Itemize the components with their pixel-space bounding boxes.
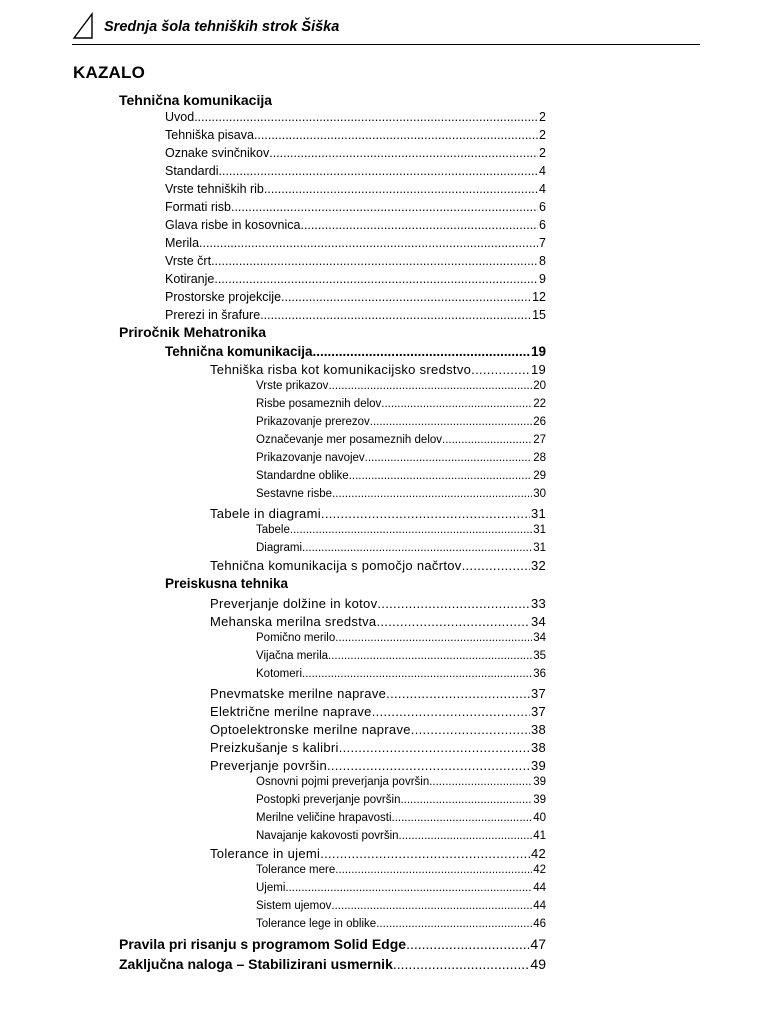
toc-dot-leader — [471, 362, 530, 377]
toc-entry-page: 27 — [533, 434, 546, 446]
toc-entry-title: Sistem ujemov — [256, 900, 332, 912]
toc-entry[interactable] — [256, 900, 546, 918]
toc-entry-title: Tehnična komunikacija — [165, 344, 313, 359]
toc-entry-page: 9 — [539, 272, 546, 286]
toc-dot-leader — [331, 900, 532, 912]
toc-entry-page: 8 — [539, 254, 546, 268]
toc-dot-leader — [231, 200, 538, 214]
toc-entry-title: Standardi — [165, 164, 219, 178]
toc-entry-title: Merilne veličine hrapavosti — [256, 812, 392, 824]
toc-entry[interactable] — [119, 956, 546, 974]
toc-entry-page: 39 — [533, 776, 546, 788]
toc-entry-title: Priročnik Mehatronika — [119, 324, 267, 340]
toc-entry[interactable] — [256, 380, 546, 398]
toc-entry-title: Optoelektronske merilne naprave — [210, 722, 411, 737]
toc-entry-title: Tolerance lege in oblike — [256, 918, 377, 930]
toc-dot-leader — [399, 830, 533, 842]
toc-entry-page: 28 — [533, 452, 546, 464]
toc-entry-page: 40 — [533, 812, 546, 824]
toc-entry[interactable] — [165, 164, 546, 182]
toc-dot-leader — [328, 380, 532, 392]
toc-entry[interactable] — [256, 488, 546, 506]
toc-entry-title: Tehnična komunikacija s pomočjo načrtov — [210, 558, 462, 573]
toc-entry-title: Pnevmatske merilne naprave — [210, 686, 387, 701]
toc-entry-title: Risbe posameznih delov — [256, 398, 382, 410]
toc-entry-page: 41 — [533, 830, 546, 842]
toc-dot-leader — [219, 164, 539, 178]
toc-entry-page: 35 — [533, 650, 546, 662]
toc-entry-page: 31 — [530, 506, 546, 521]
toc-dot-leader — [335, 632, 532, 644]
toc-entry-title: Postopki preverjanje površin — [256, 794, 401, 806]
toc-dot-leader — [377, 596, 530, 611]
toc-dot-leader — [264, 182, 538, 196]
toc-entry-title: Preverjanje površin — [210, 758, 327, 773]
toc-dot-leader — [335, 864, 532, 876]
toc-entry-page: 39 — [533, 794, 546, 806]
toc-entry[interactable] — [210, 596, 546, 614]
toc-entry[interactable] — [256, 794, 546, 812]
toc-entry-page: 38 — [530, 740, 546, 755]
toc-entry[interactable] — [210, 362, 546, 380]
toc-entry-title: Tabele in diagrami — [210, 506, 321, 521]
toc-entry-title: Navajanje kakovosti površin — [256, 830, 399, 842]
page-heading: KAZALO — [73, 63, 146, 82]
toc-entry[interactable] — [256, 470, 546, 488]
toc-entry-page: 15 — [532, 308, 546, 322]
toc-entry[interactable] — [256, 434, 546, 452]
toc-entry-title: Diagrami — [256, 542, 303, 554]
toc-entry-title: Električne merilne naprave — [210, 704, 372, 719]
toc-entry-page: 2 — [539, 110, 546, 124]
toc-entry[interactable] — [165, 200, 546, 218]
toc-entry[interactable] — [210, 506, 546, 524]
toc-entry-page: 20 — [533, 380, 546, 392]
toc-entry-title: Tehniška risba kot komunikacijsko sredstvo — [210, 362, 472, 377]
toc-dot-leader — [392, 812, 533, 824]
toc-dot-leader — [393, 956, 530, 972]
toc-entry-title: Preverjanje dolžine in kotov — [210, 596, 378, 611]
toc-entry-title: Tehnična komunikacija — [119, 92, 273, 108]
toc-entry-title: Tabele — [256, 524, 290, 536]
toc-entry-title: Kotiranje — [165, 272, 215, 286]
toc-entry-title: Pomično merilo — [256, 632, 336, 644]
toc-entry-page: 47 — [530, 936, 546, 952]
toc-entry[interactable] — [256, 882, 546, 900]
toc-dot-leader — [285, 882, 532, 894]
toc-entry-title: Prikazovanje navojev — [256, 452, 365, 464]
toc-entry-page: 7 — [539, 236, 546, 250]
toc-entry-page: 4 — [539, 182, 546, 196]
toc-entry[interactable] — [210, 558, 546, 576]
toc-entry-title: Tolerance mere — [256, 864, 336, 876]
toc-entry[interactable] — [119, 92, 272, 110]
toc-dot-leader — [332, 488, 532, 500]
toc-entry-title: Merila — [165, 236, 200, 250]
toc-entry-title: Mehanska merilna sredstva — [210, 614, 377, 629]
toc-dot-leader — [442, 434, 532, 446]
toc-dot-leader — [211, 254, 538, 268]
toc-entry-page: 36 — [533, 668, 546, 680]
toc-entry-title: Vrste črt — [165, 254, 212, 268]
toc-entry-page: 12 — [532, 290, 546, 304]
toc-entry-title: Standardne oblike — [256, 470, 349, 482]
toc-dot-leader — [302, 668, 532, 680]
toc-entry[interactable] — [165, 182, 546, 200]
toc-entry-title: Vrste prikazov — [256, 380, 329, 392]
toc-entry[interactable] — [165, 110, 546, 128]
toc-entry-page: 29 — [533, 470, 546, 482]
toc-entry-page: 37 — [530, 686, 546, 701]
toc-entry-title: Formati risb — [165, 200, 231, 214]
toc-entry-page: 6 — [539, 218, 546, 232]
toc-entry-page: 44 — [533, 900, 546, 912]
toc-entry[interactable] — [210, 686, 546, 704]
toc-entry-title: Tehniška pisava — [165, 128, 254, 142]
toc-entry[interactable] — [165, 146, 546, 164]
toc-entry-title: Kotomeri — [256, 668, 303, 680]
toc-entry-title: Vijačna merila — [256, 650, 329, 662]
toc-entry[interactable] — [256, 452, 546, 470]
toc-entry-page: 31 — [533, 524, 546, 536]
toc-entry-page: 4 — [539, 164, 546, 178]
toc-dot-leader — [214, 272, 538, 286]
toc-entry[interactable] — [210, 758, 546, 776]
toc-entry-page: 39 — [530, 758, 546, 773]
toc-entry[interactable] — [165, 290, 546, 308]
toc-dot-leader — [300, 218, 538, 232]
toc-dot-leader — [349, 470, 532, 482]
toc-entry[interactable] — [210, 614, 546, 632]
toc-entry-page: 38 — [530, 722, 546, 737]
toc-entry-page: 2 — [539, 128, 546, 142]
toc-entry[interactable] — [165, 272, 546, 290]
toc-entry[interactable] — [165, 576, 288, 594]
toc-entry-title: Glava risbe in kosovnica — [165, 218, 301, 232]
toc-entry[interactable] — [119, 324, 266, 342]
toc-entry-page: 22 — [533, 398, 546, 410]
header-title: Srednja šola tehniških strok Šiška — [104, 19, 340, 35]
toc-entry-title: Tolerance in ujemi — [210, 846, 321, 861]
toc-dot-leader — [339, 740, 530, 755]
toc-dot-leader — [269, 146, 538, 160]
toc-entry-title: Preiskusna tehnika — [165, 576, 289, 591]
toc-dot-leader — [254, 128, 538, 142]
toc-entry-title: Oznake svinčnikov — [165, 146, 270, 160]
toc-entry-title: Preizkušanje s kalibri — [210, 740, 339, 755]
toc-entry-title: Vrste tehniških rib — [165, 182, 264, 196]
toc-entry[interactable] — [165, 254, 546, 272]
toc-entry-page: 19 — [530, 344, 546, 359]
toc-dot-leader — [194, 110, 538, 124]
toc-entry-page: 42 — [530, 846, 546, 861]
toc-entry[interactable] — [256, 524, 546, 542]
toc-entry-page: 31 — [533, 542, 546, 554]
toc-entry-title: Ujemi — [256, 882, 286, 894]
toc-dot-leader — [372, 704, 530, 719]
toc-entry[interactable] — [256, 918, 546, 936]
toc-dot-leader — [321, 506, 530, 521]
toc-entry-page: 42 — [533, 864, 546, 876]
toc-entry[interactable] — [210, 740, 546, 758]
toc-entry-title: Prerezi in šrafure — [165, 308, 261, 322]
toc-entry[interactable] — [165, 236, 546, 254]
toc-dot-leader — [462, 558, 530, 573]
toc-dot-leader — [386, 686, 530, 701]
toc-entry[interactable] — [256, 398, 546, 416]
toc-entry-page: 44 — [533, 882, 546, 894]
toc-dot-leader — [320, 846, 530, 861]
toc-entry[interactable] — [256, 776, 546, 794]
toc-entry[interactable] — [210, 704, 546, 722]
toc-entry[interactable] — [256, 632, 546, 650]
toc-entry[interactable] — [256, 650, 546, 668]
toc-entry-page: 19 — [530, 362, 546, 377]
toc-dot-leader — [381, 398, 532, 410]
toc-entry-title: Prikazovanje prerezov — [256, 416, 370, 428]
toc-dot-leader — [400, 794, 532, 806]
toc-entry-title: Prostorske projekcije — [165, 290, 282, 304]
toc-entry-page: 6 — [539, 200, 546, 214]
toc-dot-leader — [411, 722, 530, 737]
toc-entry-title: Uvod — [165, 110, 195, 124]
toc-dot-leader — [370, 416, 532, 428]
toc-entry[interactable] — [210, 846, 546, 864]
toc-dot-leader — [260, 308, 531, 322]
toc-entry[interactable] — [256, 668, 546, 686]
toc-dot-leader — [376, 918, 532, 930]
toc-dot-leader — [281, 290, 531, 304]
toc-entry-title: Zaključna naloga – Stabilizirani usmernik — [119, 956, 393, 972]
toc-entry[interactable] — [256, 864, 546, 882]
toc-entry-page: 30 — [533, 488, 546, 500]
toc-entry-title: Označevanje mer posameznih delov — [256, 434, 443, 446]
toc-entry-page: 34 — [530, 614, 546, 629]
toc-entry[interactable] — [165, 128, 546, 146]
toc-dot-leader — [290, 524, 532, 536]
toc-dot-leader — [429, 776, 532, 788]
toc-entry[interactable] — [256, 812, 546, 830]
toc-entry-title: Osnovni pojmi preverjanja površin — [256, 776, 430, 788]
toc-entry[interactable] — [119, 936, 546, 954]
toc-entry-page: 49 — [530, 956, 546, 972]
toc-dot-leader — [406, 936, 529, 952]
toc-entry-page: 33 — [530, 596, 546, 611]
toc-entry-page: 32 — [530, 558, 546, 573]
toc-entry[interactable] — [210, 722, 546, 740]
toc-dot-leader — [376, 614, 529, 629]
toc-entry-page: 26 — [533, 416, 546, 428]
toc-entry-page: 2 — [539, 146, 546, 160]
toc-dot-leader — [328, 650, 532, 662]
toc-dot-leader — [327, 758, 530, 773]
toc-entry[interactable] — [256, 416, 546, 434]
toc-dot-leader — [302, 542, 532, 554]
toc-dot-leader — [313, 344, 530, 359]
toc-entry-page: 37 — [530, 704, 546, 719]
toc-entry-page: 34 — [533, 632, 546, 644]
toc-entry[interactable] — [165, 344, 546, 362]
toc-entry-title: Pravila pri risanju s programom Solid Edge — [119, 936, 407, 952]
toc-entry-page: 46 — [533, 918, 546, 930]
toc-dot-leader — [365, 452, 533, 464]
toc-entry[interactable] — [165, 218, 546, 236]
toc-entry-title: Sestavne risbe — [256, 488, 333, 500]
toc-dot-leader — [199, 236, 538, 250]
